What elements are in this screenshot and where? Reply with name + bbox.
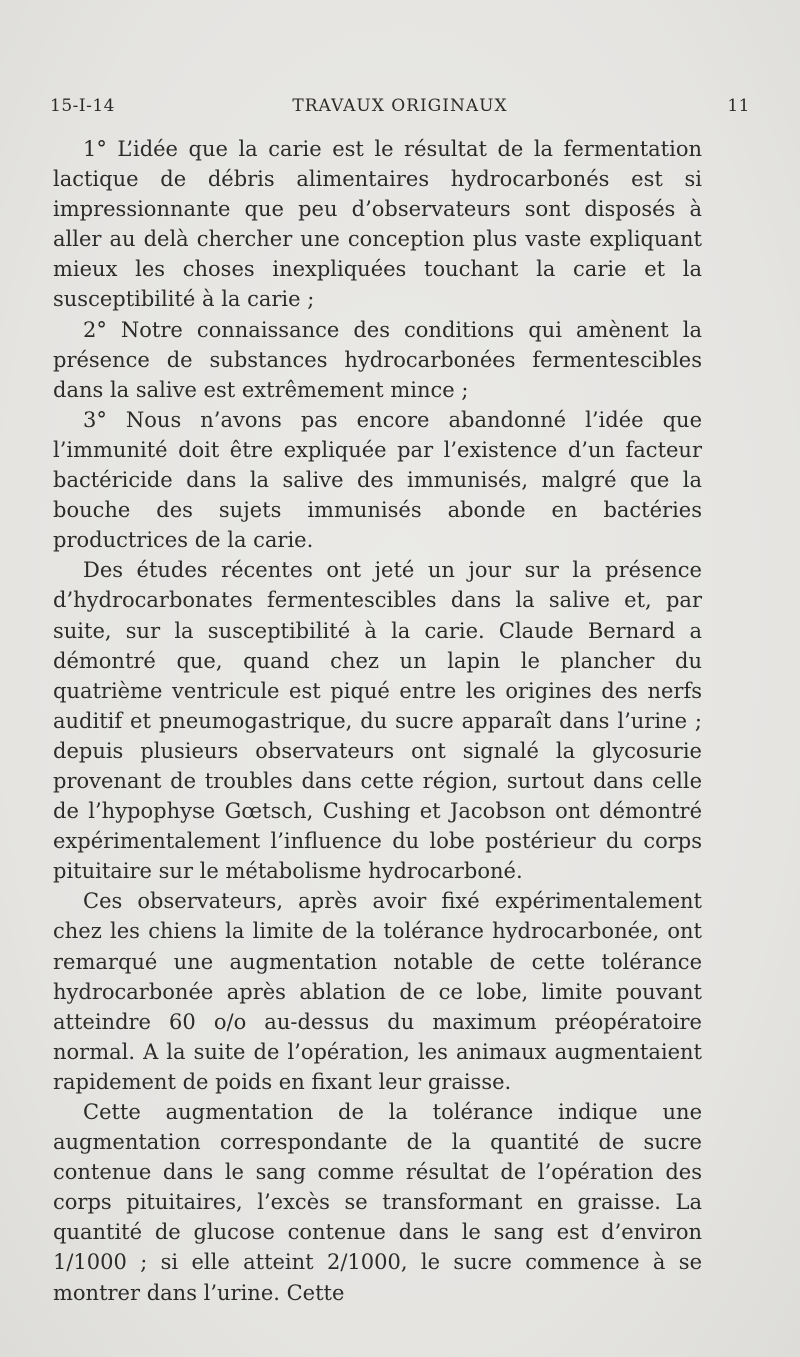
page-number: 11: [727, 96, 750, 116]
date-label: 15-I-14: [50, 96, 115, 116]
paragraph: 1° L’idée que la carie est le résultat de la fermentation lactique de débris alimentaires hydrocarbonés est si impressionnante que peu d’observateurs sont disposés à aller au delà chercher une conception plus vaste expliquant mieux les choses inexpliquées touchant la carie et la susceptibilité à la carie ;: [53, 137, 702, 312]
body-text: [53, 134, 702, 1308]
paragraph: Des études récentes ont jeté un jour sur la présence d’hydrocarbonates fermentescibles dans la salive et, par suite, sur la susceptibilité à la carie. Claude Bernard a démontré que, quand chez un lapin le plancher du quatrième ventricule est piqué entre les origines des nerfs auditif et pneumogastrique, du sucre apparaît dans l’urine ; depuis plusieurs observateurs ont signalé la glycosurie provenant de troubles dans cette région, surtout dans celle de l’hypophyse Gœtsch, Cushing et Jacobson ont démontré expérimentalement l’influence du lobe postérieur du corps pituitaire sur le métabolisme hydrocarboné.: [53, 558, 702, 884]
section-title: TRAVAUX ORIGINAUX: [292, 96, 508, 116]
running-head: [50, 96, 750, 126]
paragraph: 3° Nous n’avons pas encore abandonné l’idée que l’immunité doit être expliquée par l’existence d’un facteur bactéricide dans la salive des immunisés, malgré que la bouche des sujets immunisés abonde en bactéries productrices de la carie.: [53, 407, 702, 553]
paragraph: 2° Notre connaissance des conditions qui amènent la présence de substances hydrocarbonées fermentescibles dans la salive est extrêmement mince ;: [53, 317, 702, 402]
paragraph: Cette augmentation de la tolérance indique une augmentation correspondante de la quantité de sucre contenue dans le sang comme résultat de l’opération des corps pituitaires, l’excès se transformant en graisse. La quantité de glucose contenue dans le sang est d’environ 1/1000 ; si elle atteint 2/1000, le sucre commence à se montrer dans l’urine. Cette: [53, 1100, 702, 1305]
paragraph: Ces observateurs, après avoir fixé expérimentalement chez les chiens la limite de la tolérance hydrocarbonée, ont remarqué une augmentation notable de cette tolérance hydrocarbonée après ablation de ce lobe, limite pouvant atteindre 60 o/o au-dessus du maximum préopératoire normal. A la suite de l’opération, les animaux augmentaient rapidement de poids en fixant leur graisse.: [53, 889, 702, 1094]
